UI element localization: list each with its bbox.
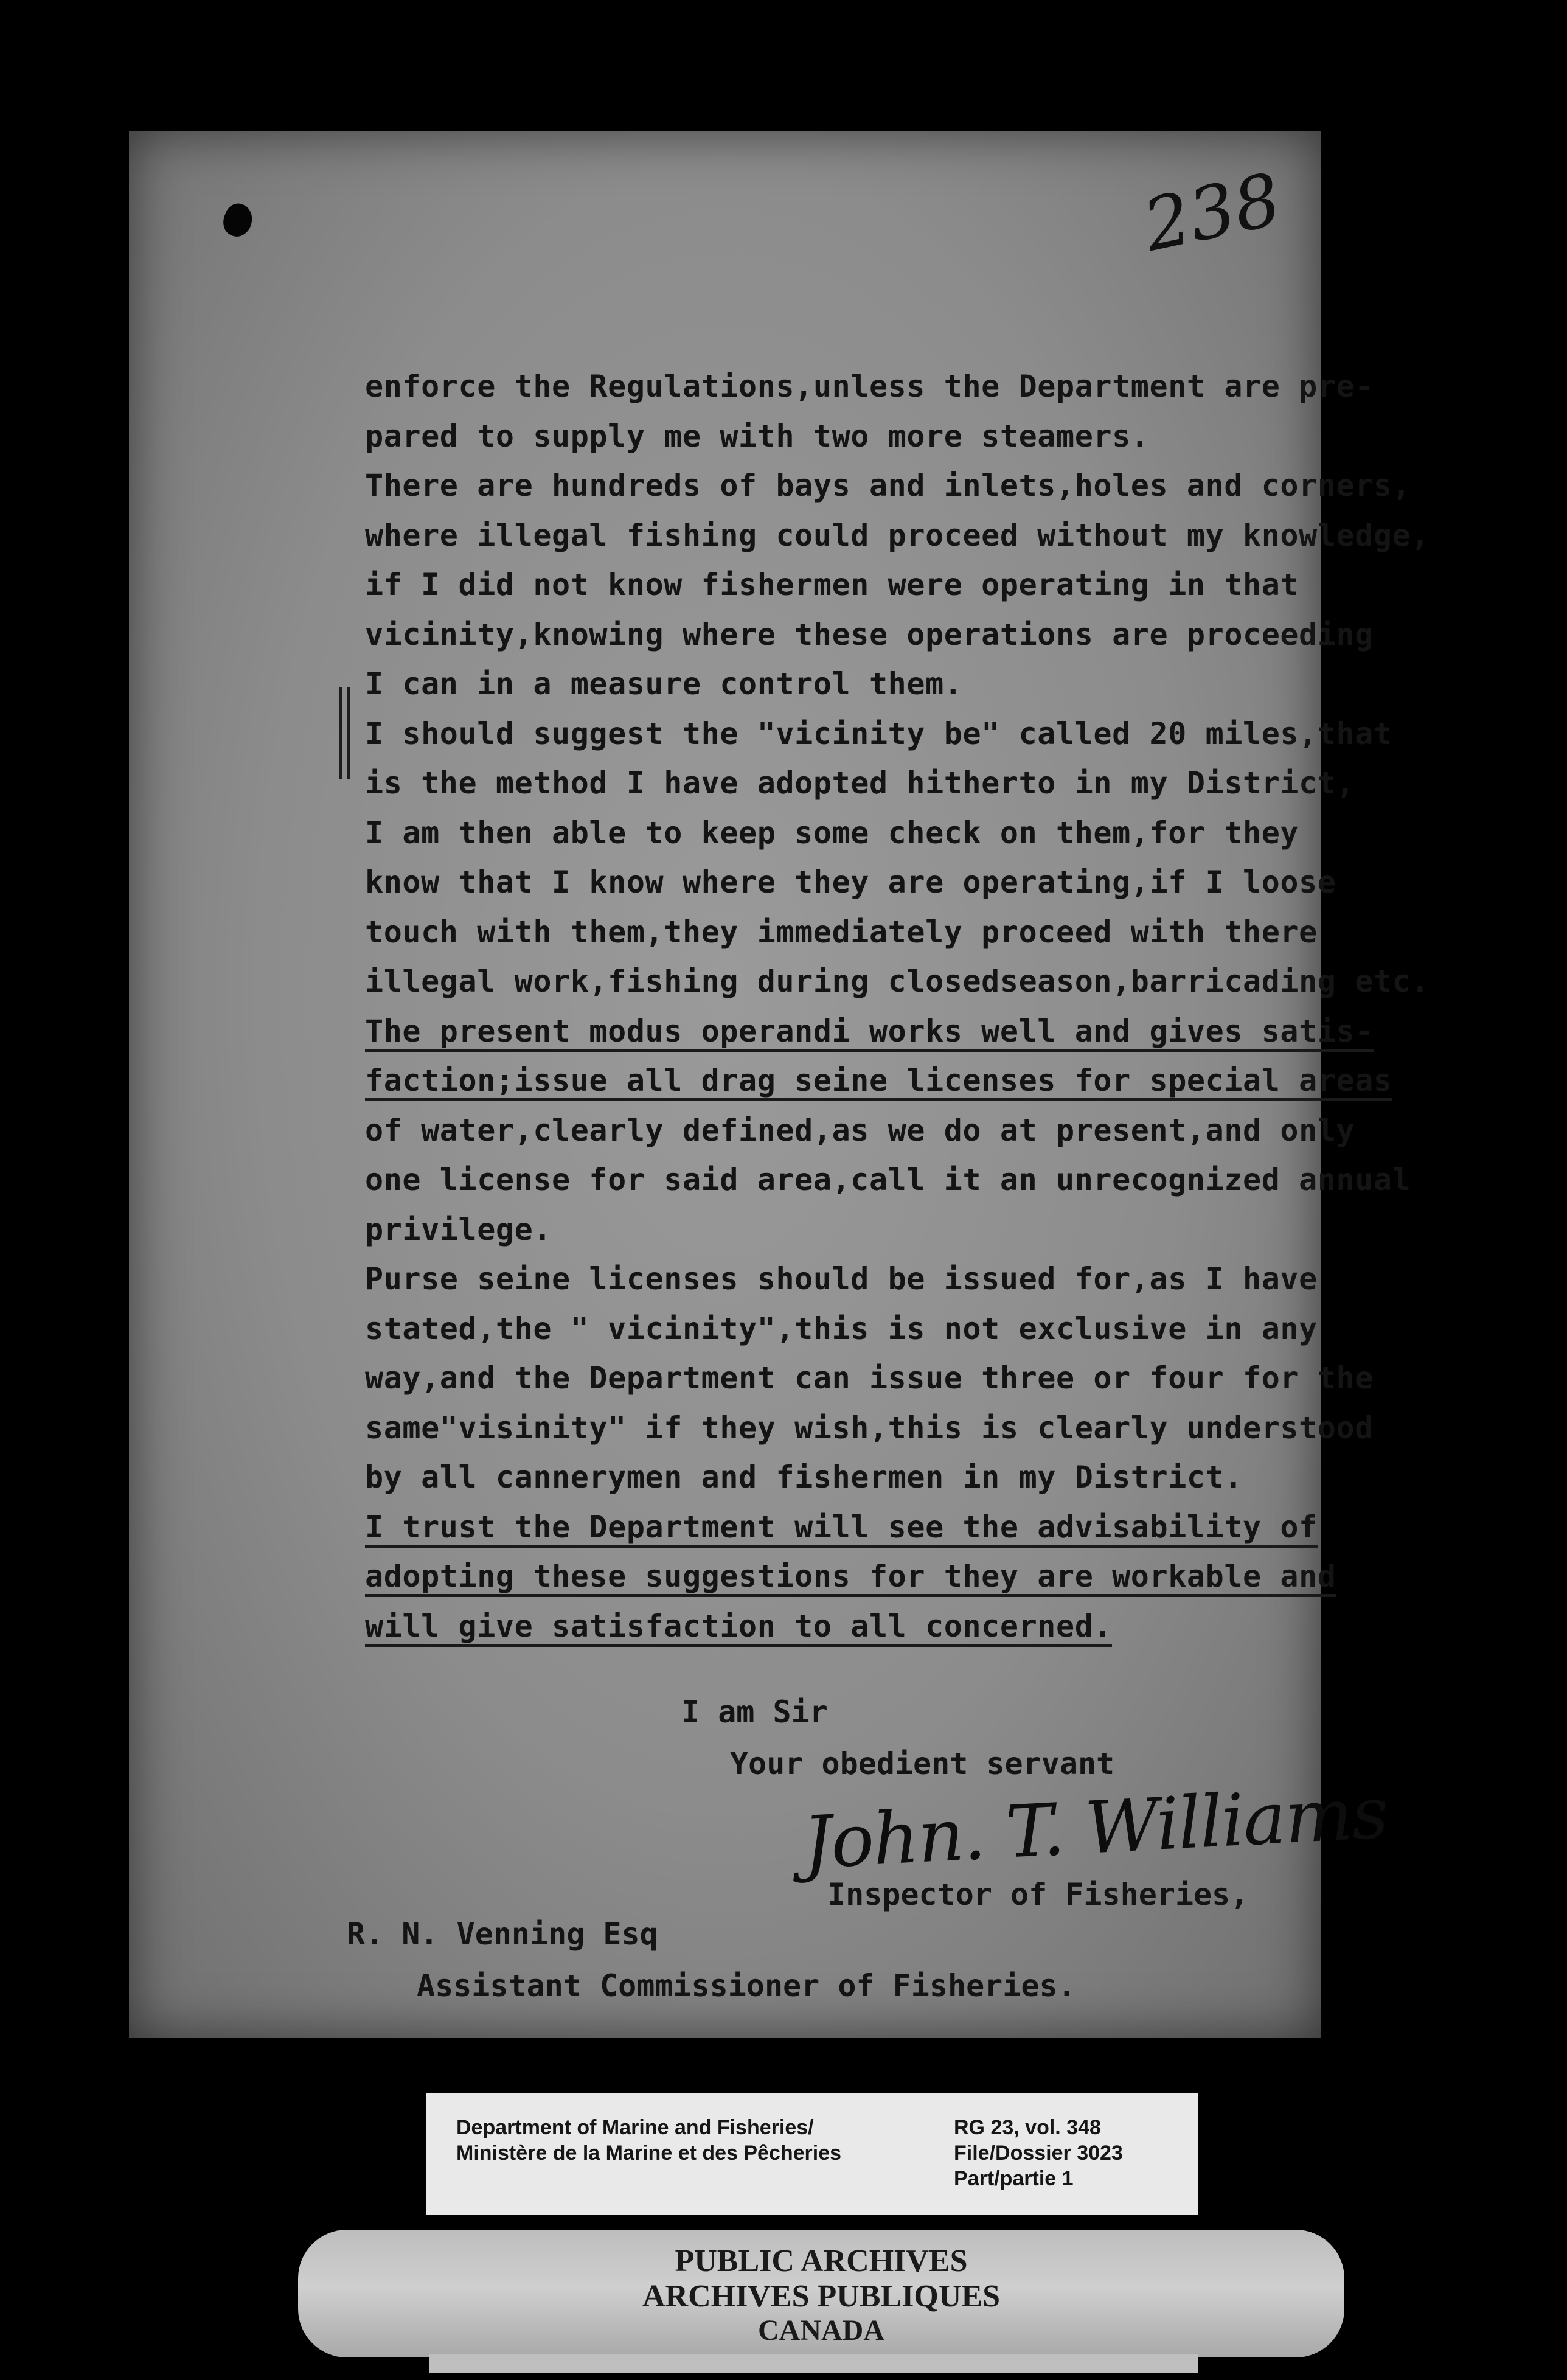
letter-line-underlined <box>365 1602 1314 1652</box>
letter-line: touch with them,they immediately proceed with there <box>365 914 1318 950</box>
letter-line: if I did not know fishermen were operating in that <box>365 567 1299 602</box>
letter-line: one license for said area,call it an unrecognized annual <box>365 1162 1411 1197</box>
letter-line-underlined <box>365 1503 1318 1553</box>
recipient-title: Assistant Commissioner of Fisheries. <box>417 1968 1076 2003</box>
letter-body <box>365 362 1430 1651</box>
public-archives-stamp <box>298 2230 1344 2357</box>
letter-line: where illegal fishing could proceed without my knowledge, <box>365 517 1430 553</box>
letter-line: same"visinity" if they wish,this is clearly understood <box>365 1410 1374 1446</box>
margin-double-line-mark <box>338 687 355 779</box>
letter-line: stated,the " vicinity",this is not exclusive in any <box>365 1310 1318 1346</box>
letter-line: enforce the Regulations,unless the Department are pre- <box>365 369 1374 404</box>
sender-title: Inspector of Fisheries, <box>827 1877 1249 1912</box>
underlined-text: I trust the Department will see the advisability of <box>365 1509 1318 1548</box>
letter-line: by all cannerymen and fishermen in my District. <box>365 1460 1243 1495</box>
letter-line: Purse seine licenses should be issued for,as I have <box>365 1261 1318 1296</box>
letter-line: privilege. <box>365 1211 552 1247</box>
recipient-name: R. N. Venning Esq <box>347 1916 658 1952</box>
stamp-line-2: ARCHIVES PUBLIQUES <box>642 2279 1001 2314</box>
underlined-text: adopting these suggestions for they are workable and <box>365 1559 1336 1597</box>
letter-line: I should suggest the "vicinity be" called 20 miles,that <box>365 715 1392 751</box>
record-group: RG 23, vol. 348 <box>954 2116 1101 2139</box>
archive-reference-label <box>426 2093 1198 2215</box>
handwritten-page-number: 238 <box>1136 157 1288 268</box>
department-fr: Ministère de la Marine et des Pêcheries <box>456 2142 842 2165</box>
underlined-text: faction;issue all drag seine licenses for special areas <box>365 1063 1392 1101</box>
letter-line-underlined <box>365 1056 1392 1106</box>
file-number: File/Dossier 3023 <box>954 2142 1123 2165</box>
letter-line: I can in a measure control them. <box>365 666 963 701</box>
letter-line-underlined <box>365 1552 1336 1602</box>
stamp-line-1: PUBLIC ARCHIVES <box>675 2244 968 2278</box>
letter-line: pared to supply me with two more steamers. <box>365 418 1150 454</box>
record-reference <box>954 2115 1123 2191</box>
letter-line: is the method I have adopted hitherto in my District, <box>365 765 1355 801</box>
bottom-film-strip <box>429 2354 1198 2373</box>
stamp-line-3: CANADA <box>758 2314 884 2347</box>
letter-line: There are hundreds of bays and inlets,holes and corners, <box>365 468 1411 503</box>
underlined-text: will give satisfaction to all concerned. <box>365 1609 1112 1647</box>
handwritten-signature: John. T. Williams <box>801 1770 1389 1885</box>
letter-line: of water,clearly defined,as we do at present,and only <box>365 1112 1355 1148</box>
valediction: Your obedient servant <box>730 1746 1115 1781</box>
department-en: Department of Marine and Fisheries/ <box>456 2116 814 2139</box>
letter-line: illegal work,fishing during closedseason,barricading etc. <box>365 964 1430 999</box>
letter-line: know that I know where they are operating,if I loose <box>365 865 1336 900</box>
department-names <box>456 2115 841 2166</box>
letter-line: way,and the Department can issue three or four for the <box>365 1360 1374 1396</box>
letter-line: I am then able to keep some check on them,for they <box>365 815 1299 851</box>
letter-line-underlined <box>365 1007 1374 1057</box>
letter-line: vicinity,knowing where these operations are proceeding <box>365 616 1374 652</box>
part-number: Part/partie 1 <box>954 2167 1074 2190</box>
salutation: I am Sir <box>681 1694 828 1730</box>
underlined-text: The present modus operandi works well and gives satis- <box>365 1014 1374 1052</box>
